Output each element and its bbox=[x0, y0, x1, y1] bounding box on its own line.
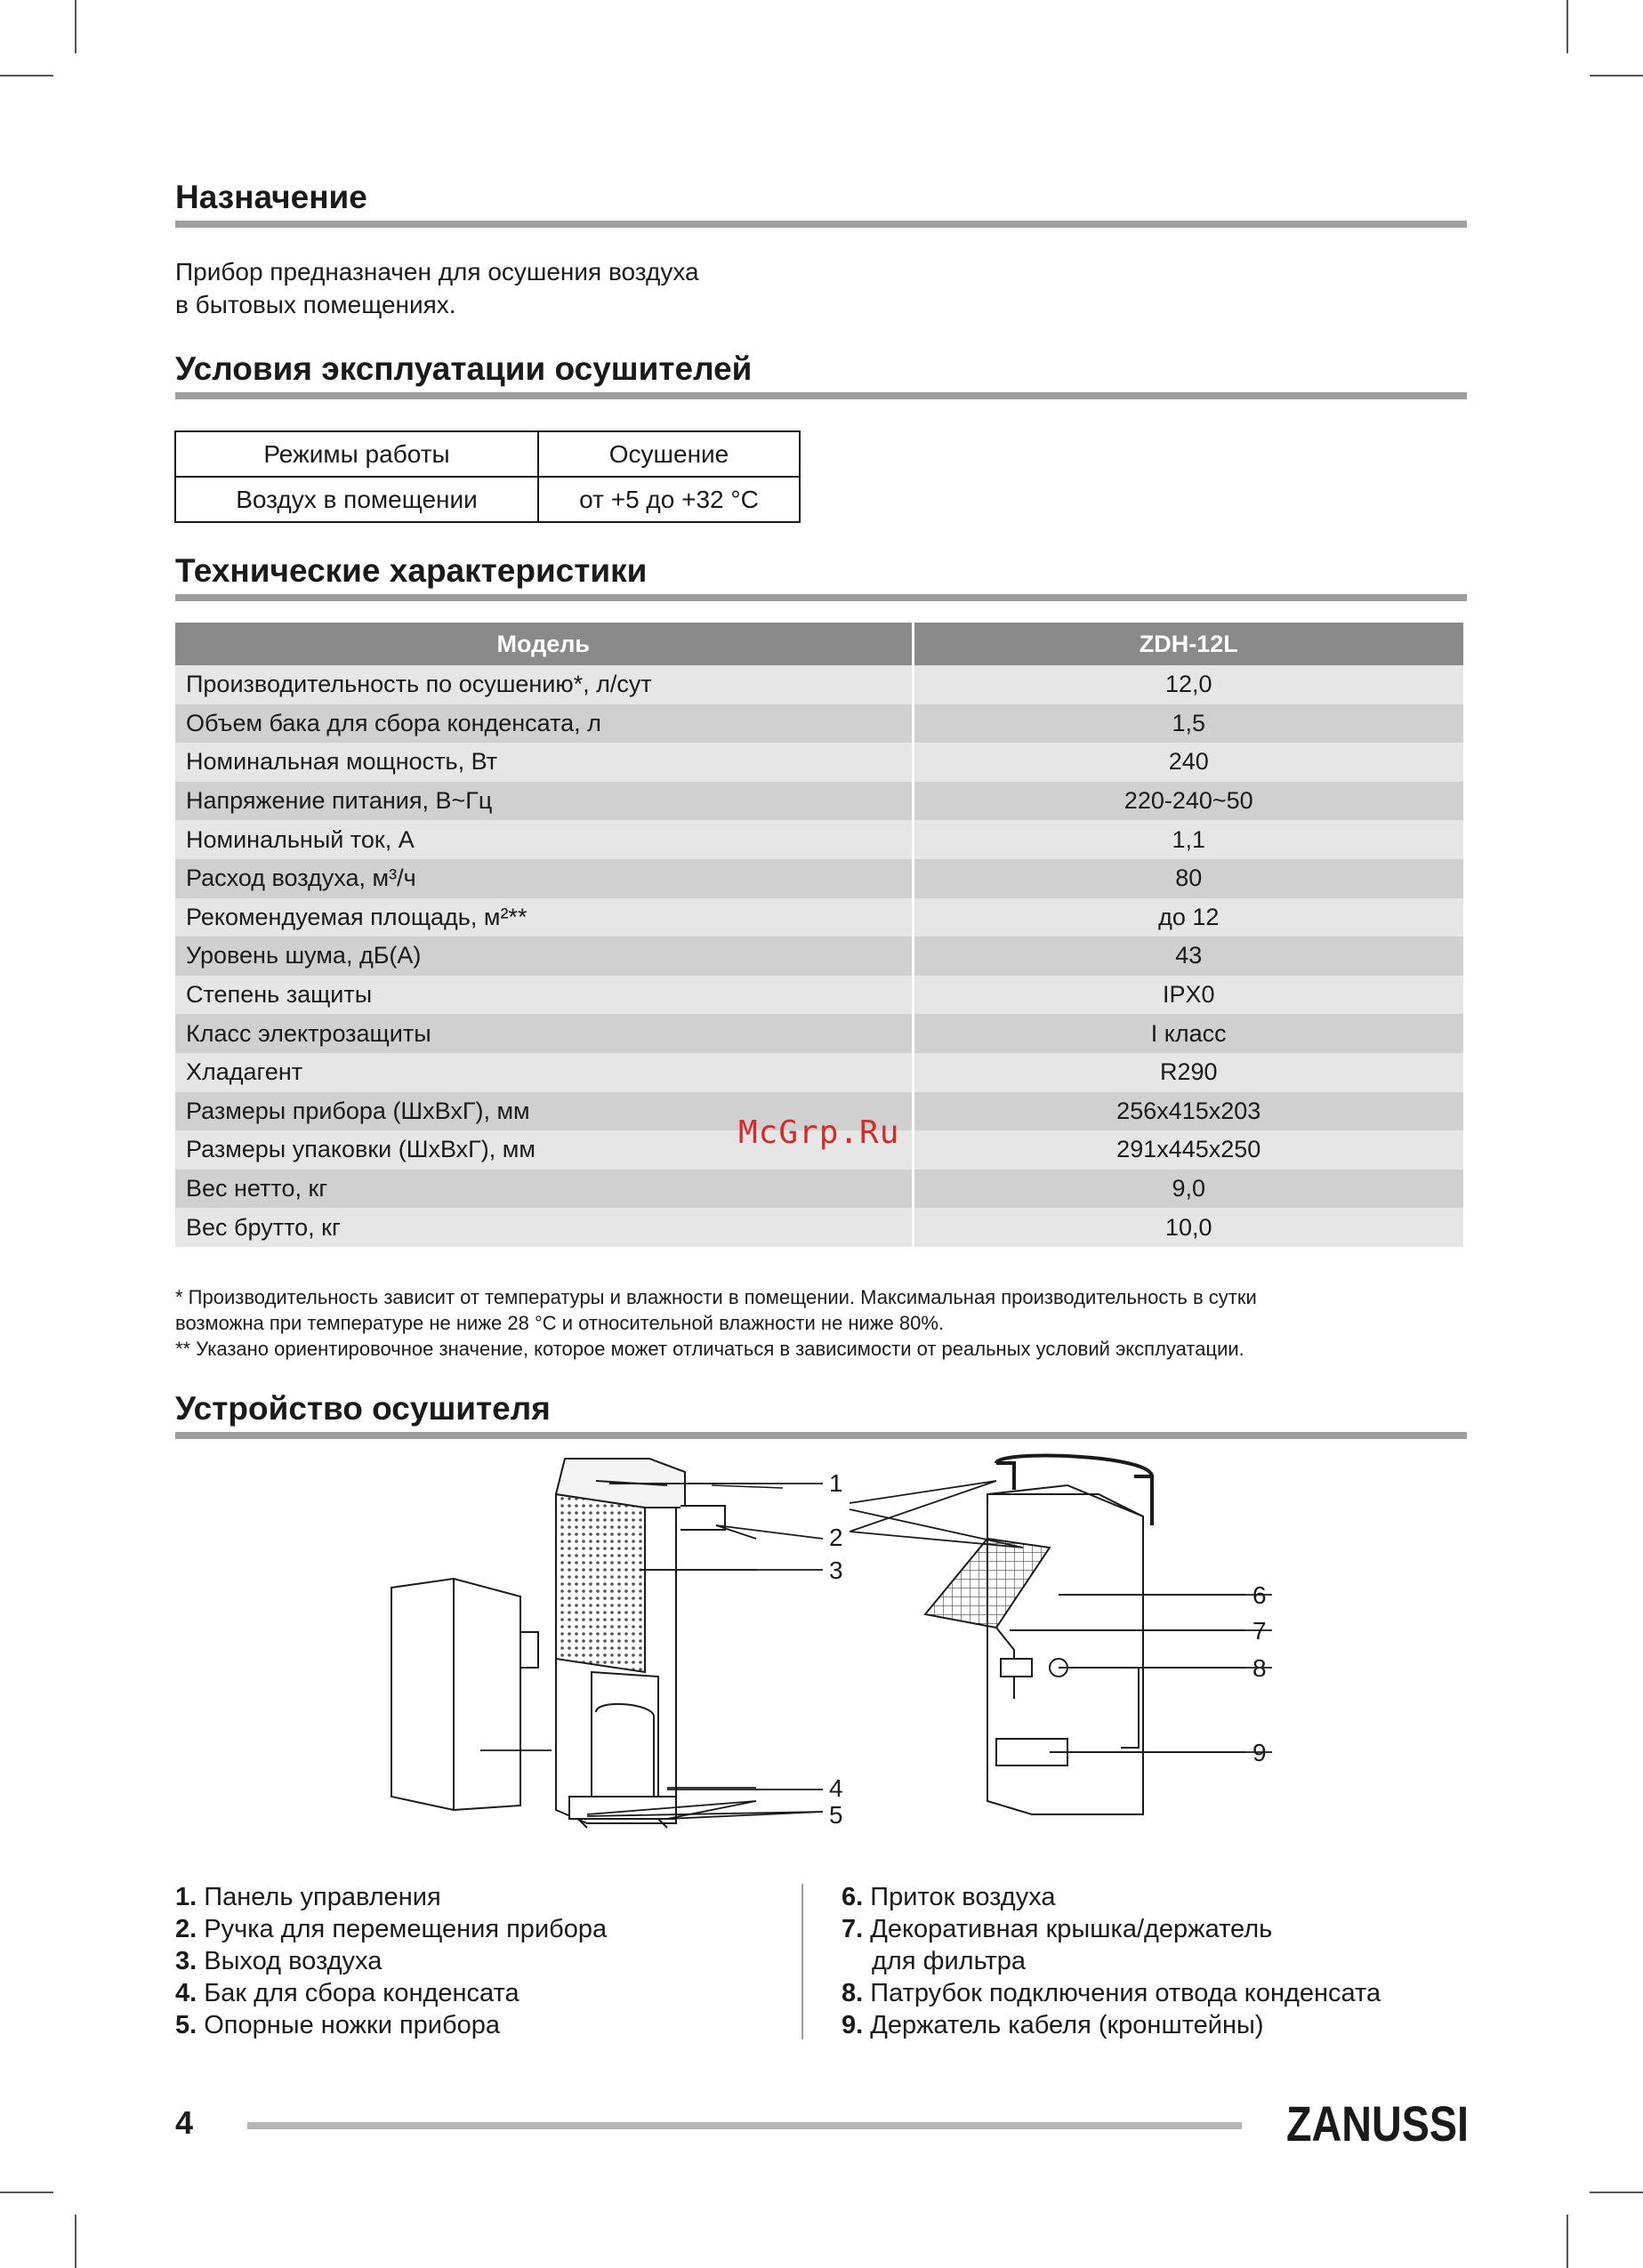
crop-mark bbox=[1590, 2192, 1643, 2193]
table-row bbox=[175, 898, 1463, 937]
table-row bbox=[175, 820, 1463, 859]
spec-value-cell: R290 bbox=[913, 1053, 1463, 1092]
purpose-line-2: в бытовых помещениях. bbox=[175, 291, 456, 318]
table-row bbox=[175, 782, 1463, 821]
spec-value-cell: I класс bbox=[913, 1014, 1463, 1053]
spec-name-cell: Хладагент bbox=[175, 1053, 913, 1092]
footnotes bbox=[175, 1284, 1474, 1362]
callout-label: 3 bbox=[829, 1556, 843, 1584]
section-title-specs: Технические характеристики bbox=[175, 551, 1467, 601]
footnote-1: * Производительность зависит от температуры и влажности в помещении. Максимальная производительность в сутки bbox=[175, 1286, 1257, 1308]
callout-label: 2 bbox=[829, 1524, 843, 1551]
table-row bbox=[175, 937, 1463, 976]
spec-name-cell: Вес брутто, кг bbox=[175, 1208, 913, 1247]
crop-mark bbox=[0, 75, 53, 76]
conditions-table bbox=[174, 430, 801, 523]
spec-name-cell: Степень защиты bbox=[175, 976, 913, 1015]
table-row bbox=[175, 477, 800, 522]
spec-name-cell: Уровень шума, дБ(А) bbox=[175, 937, 913, 976]
purpose-line-1: Прибор предназначен для осушения воздуха bbox=[175, 258, 699, 286]
footnote-2: возможна при температуре не ниже 28 °С и относительной влажности не ниже 80%. bbox=[175, 1312, 945, 1334]
callout-label: 1 bbox=[829, 1469, 843, 1497]
spec-value-cell: до 12 bbox=[913, 898, 1463, 937]
spec-name-cell: Напряжение питания, В~Гц bbox=[175, 782, 913, 821]
legend-right bbox=[842, 1881, 1381, 2041]
spec-name-cell: Номинальная мощность, Вт bbox=[175, 743, 913, 782]
table-cell: Осушение bbox=[538, 431, 800, 477]
legend-item: 1. Панель управления bbox=[175, 1883, 441, 1911]
spec-value-cell: 43 bbox=[913, 937, 1463, 976]
legend-item: 8. Патрубок подключения отвода конденсата bbox=[842, 1979, 1381, 2007]
table-row bbox=[175, 1053, 1463, 1092]
crop-mark bbox=[1590, 75, 1643, 76]
table-header-row bbox=[175, 623, 1463, 665]
spec-value-cell: 80 bbox=[913, 859, 1463, 898]
crop-mark bbox=[75, 0, 77, 53]
spec-value-cell: 240 bbox=[913, 743, 1463, 782]
legend-item: 6. Приток воздуха bbox=[842, 1883, 1056, 1911]
spec-value-cell: 220-240~50 bbox=[913, 782, 1463, 821]
specs-table bbox=[175, 623, 1463, 1247]
section-title-conditions: Условия эксплуатации осушителей bbox=[175, 350, 1467, 399]
spec-name-cell: Объем бака для сбора конденсата, л bbox=[175, 704, 913, 744]
table-cell: Режимы работы bbox=[175, 431, 538, 477]
spec-value-cell: 10,0 bbox=[913, 1208, 1463, 1247]
header-model: Модель bbox=[175, 623, 913, 665]
spec-name-cell: Вес нетто, кг bbox=[175, 1170, 913, 1209]
crop-mark bbox=[75, 2215, 77, 2268]
callout-label: 9 bbox=[1252, 1739, 1267, 1766]
legend-item: 4. Бак для сбора конденсата bbox=[175, 1979, 519, 2007]
spec-value-cell: 291x445x250 bbox=[913, 1130, 1463, 1170]
legend-item: 7. Декоративная крышка/держатель bbox=[842, 1915, 1273, 1943]
crop-mark bbox=[1566, 2215, 1568, 2268]
dehumidifier-rear-view bbox=[925, 1456, 1152, 1814]
spec-name-cell: Класс электрозащиты bbox=[175, 1014, 913, 1053]
table-cell: Воздух в помещении bbox=[175, 477, 538, 522]
device-diagram bbox=[374, 1445, 1281, 1837]
legend-item: 5. Опорные ножки прибора bbox=[175, 2011, 500, 2039]
table-cell: от +5 до +32 °С bbox=[538, 477, 800, 522]
table-row bbox=[175, 743, 1463, 782]
spec-name-cell: Номинальный ток, А bbox=[175, 820, 913, 859]
legend-left bbox=[175, 1881, 607, 2041]
table-row bbox=[175, 431, 800, 477]
spec-value-cell: 1,5 bbox=[913, 704, 1463, 744]
dehumidifier-front-view bbox=[556, 1459, 783, 1828]
callout-label: 5 bbox=[829, 1801, 843, 1829]
legend-item: 3. Выход воздуха bbox=[175, 1947, 383, 1975]
table-row bbox=[175, 976, 1463, 1015]
spec-name-cell: Расход воздуха, м³/ч bbox=[175, 859, 913, 898]
spec-value-cell: 9,0 bbox=[913, 1170, 1463, 1209]
watermark: McGrp.Ru bbox=[738, 1114, 900, 1151]
table-row bbox=[175, 1170, 1463, 1209]
spec-value-cell: 1,1 bbox=[913, 820, 1463, 859]
brand-logo bbox=[1286, 2095, 1469, 2151]
legend-item: 9. Держатель кабеля (кронштейны) bbox=[842, 2011, 1264, 2039]
callout-label: 4 bbox=[829, 1774, 843, 1802]
footer-rule bbox=[247, 2122, 1242, 2129]
spec-name-cell: Размеры прибора (ШхВхГ), мм bbox=[175, 1092, 913, 1131]
legend-divider bbox=[801, 1884, 803, 2039]
table-row bbox=[175, 859, 1463, 898]
spec-value-cell: 256x415x203 bbox=[913, 1092, 1463, 1131]
spec-name-cell: Рекомендуемая площадь, м²** bbox=[175, 898, 913, 937]
table-row bbox=[175, 1208, 1463, 1247]
legend-item-continuation: для фильтра bbox=[872, 1947, 1026, 1975]
table-row bbox=[175, 704, 1463, 744]
crop-mark bbox=[1566, 0, 1568, 53]
callout-label: 8 bbox=[1252, 1654, 1267, 1682]
header-model-value: ZDH-12L bbox=[913, 623, 1463, 665]
crop-mark bbox=[0, 2192, 53, 2193]
condensate-tank bbox=[391, 1579, 538, 1810]
callout-label: 7 bbox=[1252, 1617, 1267, 1645]
section-title-device: Устройство осушителя bbox=[175, 1389, 1467, 1439]
purpose-text bbox=[175, 255, 699, 321]
legend-item: 2. Ручка для перемещения прибора bbox=[175, 1915, 608, 1943]
spec-value-cell: IPX0 bbox=[913, 976, 1463, 1015]
section-title-purpose: Назначение bbox=[175, 178, 1467, 228]
table-row bbox=[175, 665, 1463, 704]
footnote-3: ** Указано ориентировочное значение, которое может отличаться в зависимости от реальных условий эксплуатации. bbox=[175, 1338, 1244, 1360]
spec-name-cell: Размеры упаковки (ШхВхГ), мм bbox=[175, 1130, 913, 1170]
callout-label: 6 bbox=[1252, 1581, 1267, 1609]
table-row bbox=[175, 1014, 1463, 1053]
spec-value-cell: 12,0 bbox=[913, 665, 1463, 704]
page-number: 4 bbox=[175, 2104, 194, 2141]
brand-logo-text: ZANUSSI bbox=[1286, 2095, 1469, 2151]
spec-name-cell: Производительность по осушению*, л/сут bbox=[175, 665, 913, 704]
